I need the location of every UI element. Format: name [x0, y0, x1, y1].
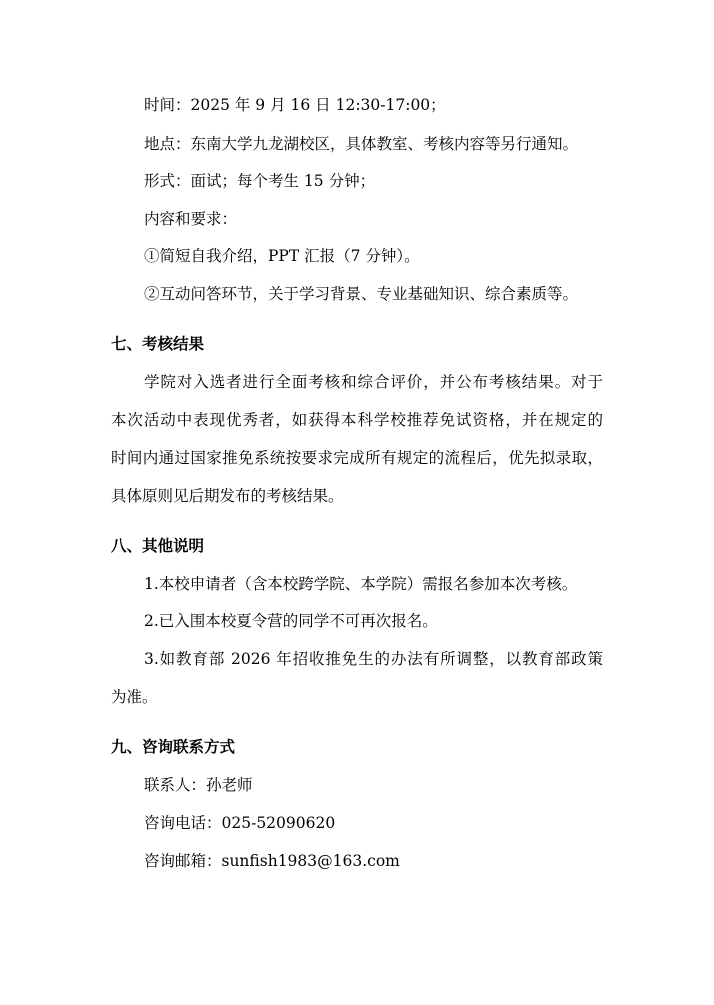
results-paragraph-line-3: 时间内通过国家推免系统按要求完成所有规定的流程后，优先拟录取， — [111, 449, 603, 467]
note-item-3-line-1: 3.如教育部 2026 年招收推免生的办法有所调整，以教育部政策 — [144, 650, 603, 668]
note-item-2: 2.已入围本校夏令营的同学不可再次报名。 — [144, 612, 438, 630]
exam-time: 时间：2025 年 9 月 16 日 12:30-17:00； — [144, 96, 446, 114]
note-item-1: 1.本校申请者（含本校跨学院、本学院）需报名参加本次考核。 — [144, 575, 578, 593]
section-heading-results: 七、考核结果 — [111, 335, 205, 353]
results-paragraph-line-2: 本次活动中表现优秀者，如获得本科学校推荐免试资格，并在规定的 — [111, 411, 603, 429]
requirement-item-1: ①简短自我介绍，PPT 汇报（7 分钟）。 — [144, 247, 420, 265]
exam-location: 地点：东南大学九龙湖校区，具体教室、考核内容等另行通知。 — [144, 135, 579, 153]
contact-person: 联系人：孙老师 — [144, 776, 253, 794]
requirement-item-2: ②互动问答环节，关于学习背景、专业基础知识、综合素质等。 — [144, 285, 579, 303]
section-heading-other-notes: 八、其他说明 — [111, 537, 205, 555]
results-paragraph-line-4: 具体原则见后期发布的考核结果。 — [111, 487, 344, 505]
section-heading-contact: 九、咨询联系方式 — [111, 738, 236, 756]
content-requirements-title: 内容和要求： — [144, 210, 238, 228]
exam-format: 形式：面试；每个考生 15 分钟； — [144, 172, 376, 190]
results-paragraph-line-1: 学院对入选者进行全面考核和综合评价，并公布考核结果。对于 — [144, 373, 603, 391]
contact-phone: 咨询电话：025-52090620 — [144, 814, 336, 832]
contact-email: 咨询邮箱：sunfish1983@163.com — [144, 852, 400, 870]
note-item-3-line-2: 为准。 — [111, 688, 158, 706]
